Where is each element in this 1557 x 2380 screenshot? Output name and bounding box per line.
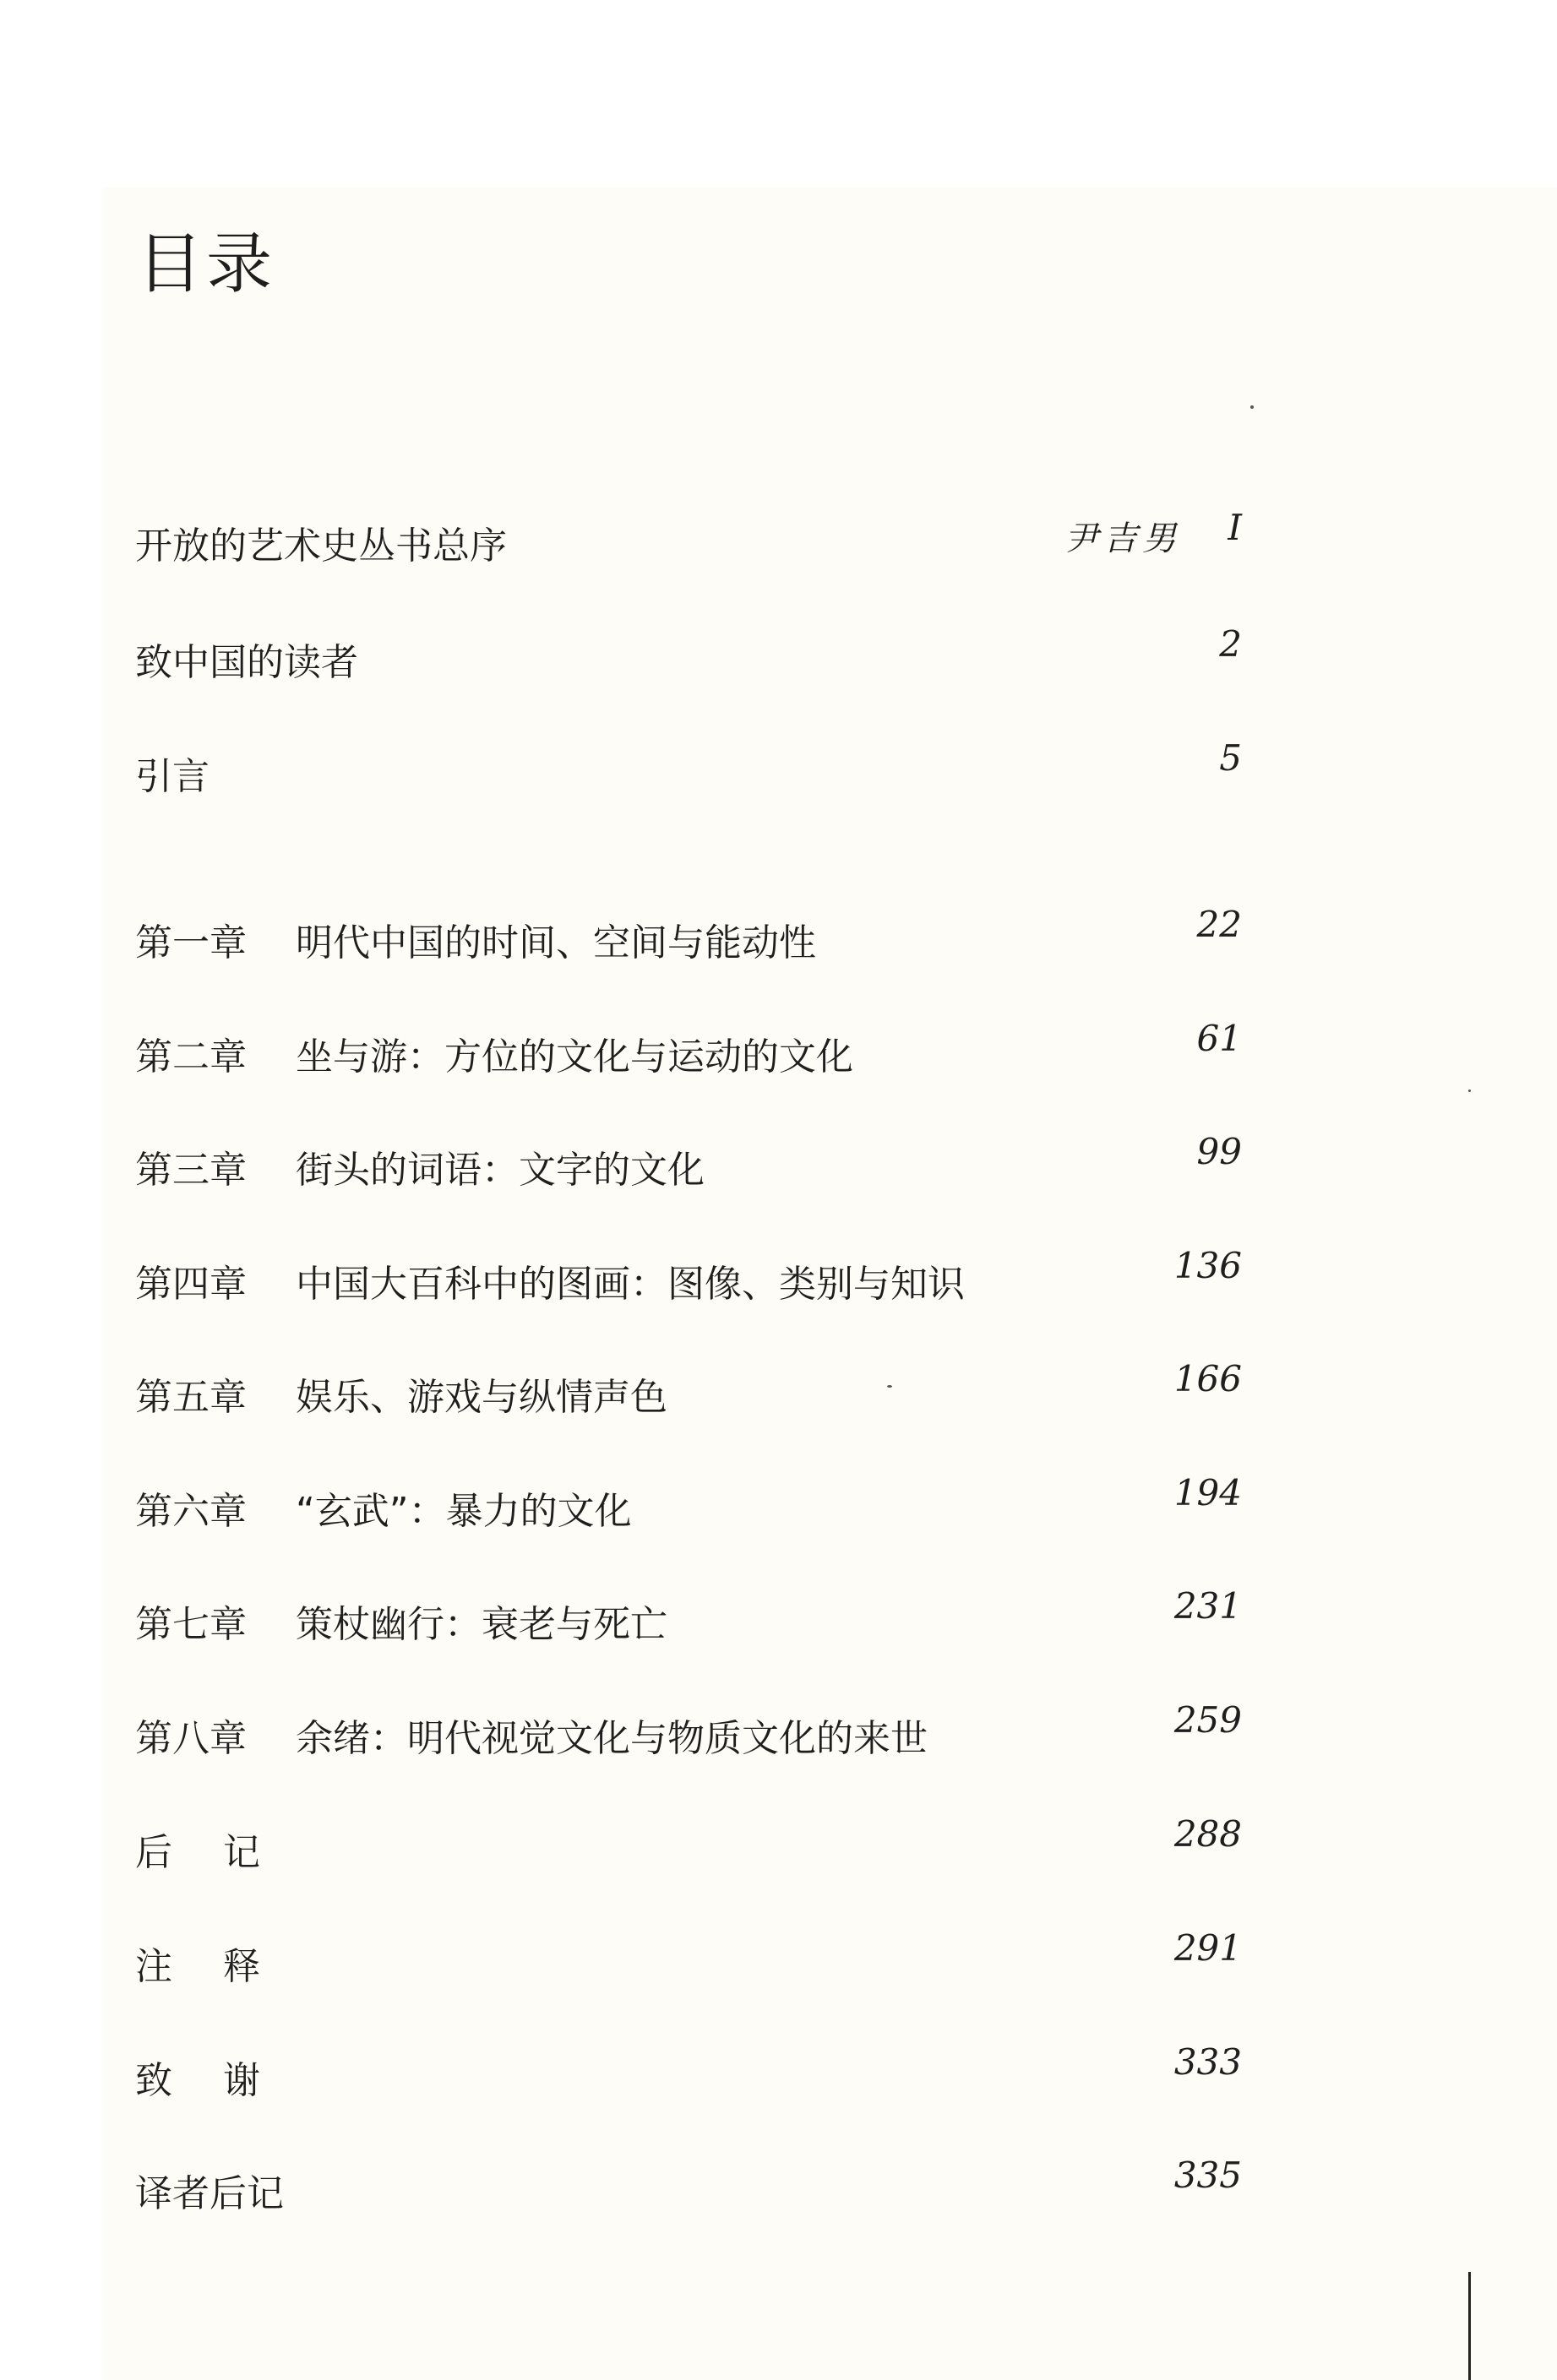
entry-page-number: 231: [1173, 1585, 1242, 1627]
toc-entry-chapter-3[interactable]: [135, 1131, 1242, 1190]
entry-label: 译者后记: [135, 2172, 284, 2215]
entry-label: 引言: [135, 755, 210, 798]
entry-page-number: I: [1228, 507, 1242, 548]
entry-label: 致中国的读者: [135, 641, 358, 684]
chapter-number: 第三章: [135, 1149, 247, 1192]
toc-entry-chapter-1[interactable]: [135, 904, 1242, 963]
chapter-title: 余绪：明代视觉文化与物质文化的来世: [296, 1717, 928, 1760]
chapter-number: 第六章: [135, 1490, 247, 1533]
toc-entry-chapter-2[interactable]: [135, 1018, 1242, 1077]
chapter-number: 第一章: [135, 921, 247, 964]
entry-page-number: 136: [1173, 1245, 1242, 1286]
entry-page-number: 166: [1173, 1358, 1242, 1399]
scan-speck: [1250, 405, 1254, 409]
entry-page-number: 22: [1196, 904, 1242, 945]
toc-entry-acknowledgments[interactable]: [135, 2041, 1242, 2100]
chapter-title: 街头的词语：文字的文化: [296, 1149, 705, 1192]
chapter-title: 坐与游：方位的文化与运动的文化: [296, 1035, 853, 1079]
entry-page-number: 259: [1173, 1699, 1242, 1741]
chapter-title: 策杖幽行：衰老与死亡: [296, 1603, 667, 1646]
chapter-number: 第七章: [135, 1603, 247, 1646]
toc-entry-chapter-7[interactable]: [135, 1585, 1242, 1644]
toc-entry-to-chinese-readers[interactable]: [135, 623, 1242, 682]
toc-entry-afterword[interactable]: [135, 1813, 1242, 1872]
chapter-title: 明代中国的时间、空间与能动性: [296, 921, 816, 964]
entry-page-number: 335: [1173, 2154, 1242, 2196]
entry-page-number: 99: [1196, 1131, 1242, 1172]
toc-entry-chapter-6[interactable]: [135, 1472, 1242, 1531]
entry-label: 后记: [135, 1831, 311, 1874]
toc-entry-translator-afterword[interactable]: [135, 2154, 1242, 2214]
toc-entry-chapter-8[interactable]: [135, 1699, 1242, 1758]
chapter-title: 中国大百科中的图画：图像、类别与知识: [296, 1263, 965, 1306]
page-edge-line: [1468, 2272, 1471, 2380]
entry-label: 致谢: [135, 2059, 311, 2102]
entry-label: 注释: [135, 1945, 311, 1988]
entry-page-number: 5: [1219, 737, 1242, 779]
entry-page-number: 194: [1173, 1472, 1242, 1513]
toc-entry-series-preface[interactable]: [135, 507, 1242, 566]
scan-speck: [1468, 1089, 1471, 1092]
toc-entry-introduction[interactable]: [135, 737, 1242, 796]
page-title: 目录: [137, 226, 276, 302]
entry-page-number: 61: [1196, 1018, 1242, 1059]
toc-entry-notes[interactable]: [135, 1927, 1242, 1986]
entry-label: 开放的艺术史丛书总序: [135, 524, 507, 568]
toc-entry-chapter-4[interactable]: [135, 1245, 1242, 1304]
entry-page-number: 333: [1173, 2041, 1242, 2083]
chapter-number: 第五章: [135, 1376, 247, 1419]
entry-page-number: 2: [1219, 623, 1242, 665]
scan-speck: [887, 1385, 892, 1388]
entry-page-number: 288: [1173, 1813, 1242, 1855]
chapter-number: 第八章: [135, 1717, 247, 1760]
chapter-title: 娱乐、游戏与纵情声色: [296, 1376, 667, 1419]
entry-author: 尹吉男: [1064, 519, 1181, 558]
chapter-title: “玄武”：暴力的文化: [296, 1490, 632, 1533]
toc-entry-chapter-5[interactable]: [135, 1358, 1242, 1417]
entry-page-number: 291: [1173, 1927, 1242, 1969]
chapter-number: 第四章: [135, 1263, 247, 1306]
chapter-number: 第二章: [135, 1035, 247, 1079]
